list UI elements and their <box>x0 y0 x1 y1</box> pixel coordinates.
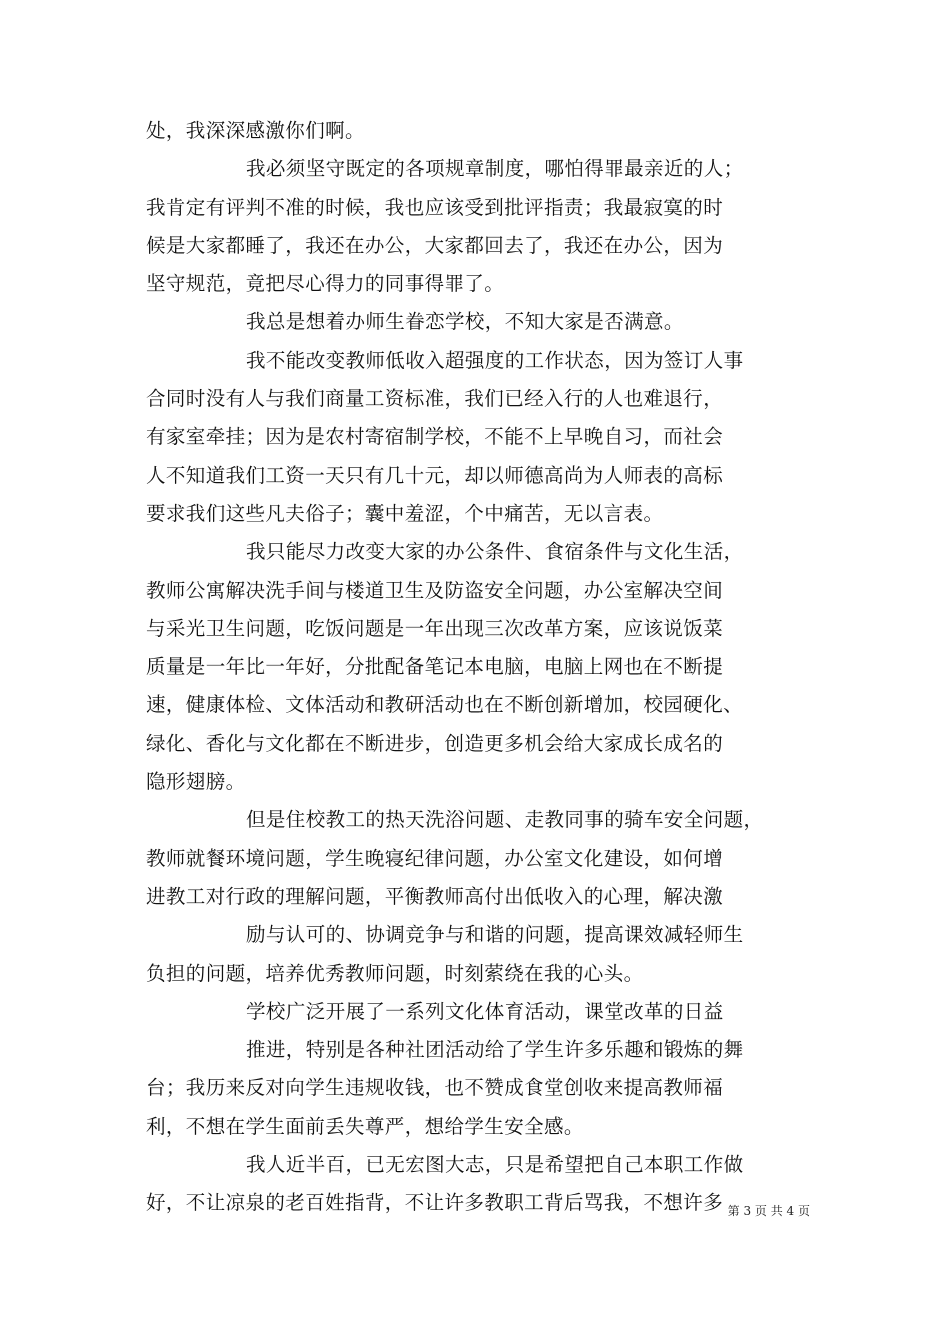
text-line: 处，我深深感激你们啊。 <box>146 119 365 142</box>
body-text <box>146 112 810 1223</box>
text-line: 有家室牵挂；因为是农村寄宿制学校，不能不上早晚自习，而社会 <box>146 425 724 449</box>
text-line: 我不能改变教师低收入超强度的工作状态，因为签订人事 <box>246 348 744 372</box>
text-line: 我人近半百，已无宏图大志，只是希望把自己本职工作做 <box>246 1153 744 1177</box>
text-line: 候是大家都睡了，我还在办公，大家都回去了，我还在办公，因为 <box>146 233 724 257</box>
text-line: 但是住校教工的热天洗浴问题、走教同事的骑车安全问题， <box>246 808 764 832</box>
text-line: 好，不让凉泉的老百姓指背，不让许多教职工背后骂我，不想许多 <box>146 1191 724 1215</box>
text-line: 我只能尽力改变大家的办公条件、食宿条件与文化生活， <box>246 540 744 564</box>
text-line: 推进，特别是各种社团活动给了学生许多乐趣和锻炼的舞 <box>246 1038 744 1062</box>
text-line: 教师就餐环境问题，学生晚寝纪律问题，办公室文化建设，如何增 <box>146 846 724 870</box>
text-line: 我必须坚守既定的各项规章制度，哪怕得罪最亲近的人； <box>246 157 744 181</box>
text-line: 学校广泛开展了一系列文化体育活动，课堂改革的日益 <box>246 999 724 1023</box>
text-line: 利，不想在学生面前丢失尊严，想给学生安全感。 <box>146 1114 584 1138</box>
text-line: 速，健康体检、文体活动和教研活动也在不断创新增加，校园硬化、 <box>146 693 744 717</box>
text-line: 合同时没有人与我们商量工资标准，我们已经入行的人也难退行， <box>146 387 724 411</box>
page-number-footer: 第 3 页 共 4 页 <box>727 1204 810 1218</box>
text-line: 质量是一年比一年好，分批配备笔记本电脑，电脑上网也在不断提 <box>146 655 724 679</box>
text-line: 隐形翅膀。 <box>146 770 246 794</box>
text-line: 教师公寓解决洗手间与楼道卫生及防盗安全问题，办公室解决空间 <box>146 578 724 602</box>
text-line: 人不知道我们工资一天只有几十元，却以师德高尚为人师表的高标 <box>146 463 724 487</box>
text-line: 台；我历来反对向学生违规收钱，也不赞成食堂创收来提高教师福 <box>146 1076 724 1100</box>
text-line: 励与认可的、协调竞争与和谐的问题，提高课效减轻师生 <box>246 923 744 947</box>
text-line: 坚守规范，竟把尽心得力的同事得罪了。 <box>146 272 505 296</box>
text-line: 我肯定有评判不准的时候，我也应该受到批评指责；我最寂寞的时 <box>146 195 724 219</box>
text-line: 与采光卫生问题，吃饭问题是一年出现三次改革方案，应该说饭菜 <box>146 616 724 640</box>
text-line: 我总是想着办师生眷恋学校，不知大家是否满意。 <box>246 310 684 334</box>
text-line: 负担的问题，培养优秀教师问题，时刻萦绕在我的心头。 <box>146 961 644 985</box>
text-line: 绿化、香化与文化都在不断进步，创造更多机会给大家成长成名的 <box>146 731 724 755</box>
text-line: 要求我们这些凡夫俗子；囊中羞涩，个中痛苦，无以言表。 <box>146 501 664 525</box>
text-line: 进教工对行政的理解问题，平衡教师高付出低收入的心理，解决激 <box>146 884 724 908</box>
